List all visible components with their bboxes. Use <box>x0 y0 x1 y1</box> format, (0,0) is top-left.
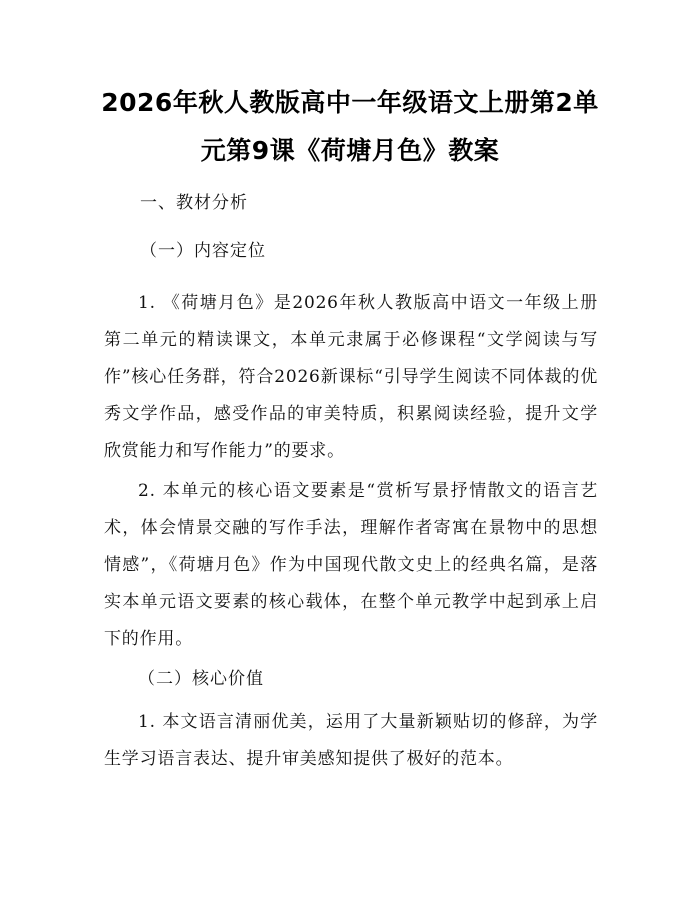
subsection-heading-content-positioning: （一）内容定位 <box>140 241 266 261</box>
paragraph-content-positioning-2: 2. 本单元的核心语文要素是“赏析写景抒情散文的语言艺术，体会情景交融的写作手法，理解作者寄寓在景物中的思想情感”，《荷塘月色》作为中国现代散文史上的经典名篇，是落实本单元语文要素的核心载体，在整个单元教学中起到承上启下的作用。 <box>104 481 598 649</box>
paragraph-core-value-1: 1. 本文语言清丽优美，运用了大量新颖贴切的修辞，为学生学习语言表达、提升审美感知提供了极好的范本。 <box>104 712 598 769</box>
subsection-heading-core-value: （二）核心价值 <box>138 669 264 689</box>
section-heading-textbook-analysis: 一、教材分析 <box>140 193 248 213</box>
document-title-line-2: 元第9课《荷塘月色》教案 <box>200 136 500 165</box>
paragraph-content-positioning-1: 1. 《荷塘月色》是2026年秋人教版高中语文一年级上册第二单元的精读课文，本单元隶属于必修课程“文学阅读与写作”核心任务群，符合2026新课标“引导学生阅读不同体裁的优秀文学作品，感受作品的审美特质，积累阅读经验，提升文学欣赏能力和写作能力”的要求。 <box>104 293 598 461</box>
document-title-line-1: 2026年秋人教版高中一年级语文上册第2单 <box>101 88 599 117</box>
